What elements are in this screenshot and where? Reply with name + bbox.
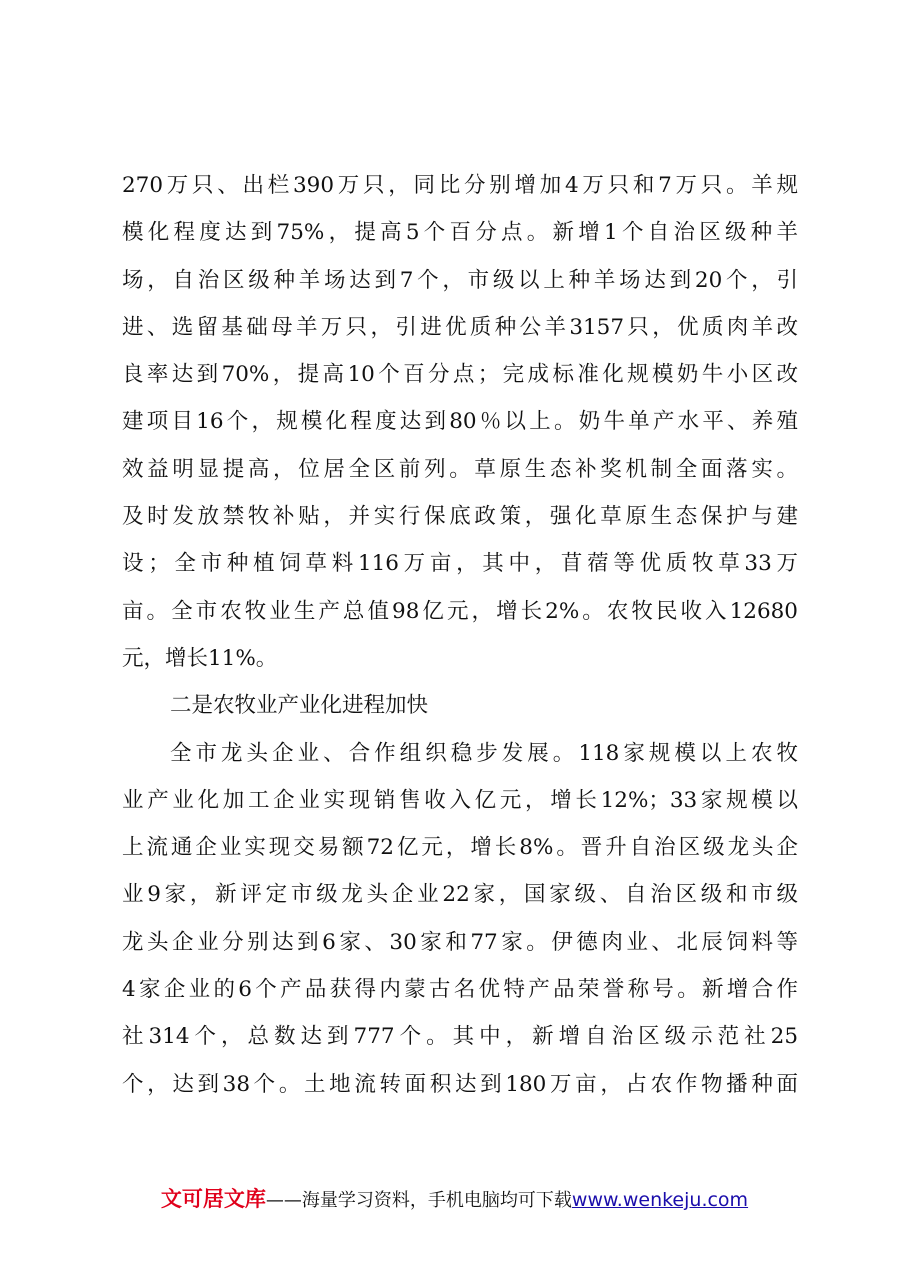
footer-banner: [0, 1183, 909, 1213]
paragraph-line: 社314个，总数达到777个。其中，新增自治区级示范社25: [122, 1024, 798, 1050]
website-link[interactable]: www.wenkeju.com: [571, 1189, 749, 1211]
paragraph-line: 4家企业的6个产品获得内蒙古名优特产品荣誉称号。新增合作: [122, 977, 798, 1003]
paragraph-line: 及时发放禁牧补贴，并实行保底政策，强化草原生态保护与建: [122, 504, 798, 530]
document-body: [122, 162, 798, 1108]
paragraph-line: 模化程度达到75%，提高5个百分点。新增1个自治区级种羊: [122, 220, 798, 246]
paragraph-line: 龙头企业分别达到6家、30家和77家。伊德肉业、北辰饲料等: [122, 929, 798, 955]
paragraph-line: 个，达到38个。土地流转面积达到180万亩，占农作物播种面: [122, 1071, 798, 1097]
brand-name: 文可居文库: [160, 1187, 266, 1211]
paragraph-line: 270万只、出栏390万只，同比分别增加4万只和7万只。羊规: [122, 173, 798, 198]
section-heading: 二是农牧业产业化进程加快: [170, 693, 429, 719]
paragraph-line: 效益明显提高，位居全区前列。草原生态补奖机制全面落实。: [122, 456, 798, 482]
paragraph-line: 场，自治区级种羊场达到7个，市级以上种羊场达到20个，引: [122, 267, 798, 293]
paragraph-line: 业9家，新评定市级龙头企业22家，国家级、自治区级和市级: [122, 882, 798, 908]
paragraph-line: 进、选留基础母羊万只，引进优质种公羊3157只，优质肉羊改: [122, 314, 798, 340]
paragraph-line: 亩。全市农牧业生产总值98亿元，增长2%。农牧民收入12680: [122, 598, 798, 624]
paragraph-line: 设；全市种植饲草料116万亩，其中，苜蓿等优质牧草33万: [122, 551, 798, 577]
paragraph-line: 全市龙头企业、合作组织稳步发展。118家规模以上农牧: [170, 740, 798, 766]
paragraph-line: 良率达到70%，提高10个百分点；完成标准化规模奶牛小区改: [122, 362, 798, 388]
paragraph-line: 上流通企业实现交易额72亿元，增长8%。晋升自治区级龙头企: [122, 835, 798, 861]
footer-tagline: ——海量学习资料，手机电脑均可下载: [265, 1190, 572, 1211]
paragraph-line: 元，增长11%。: [122, 645, 278, 671]
paragraph-line: 业产业化加工企业实现销售收入亿元，增长12%；33家规模以: [122, 787, 798, 813]
paragraph-line: 建项目16个，规模化程度达到80％以上。奶牛单产水平、养殖: [122, 409, 798, 435]
